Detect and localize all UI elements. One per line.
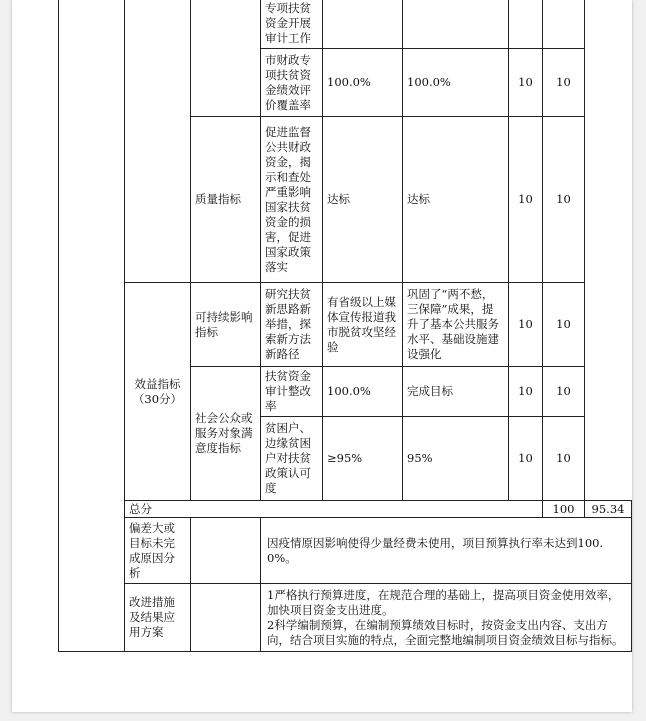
document-page — [12, 0, 632, 712]
blank-cell — [191, 0, 261, 117]
target-cell: 达标 — [323, 117, 403, 283]
secondary-indicator-cell: 可持续影响指标 — [191, 283, 261, 367]
actual-cell: 巩固了“两不愁，三保障”成果，提升了基本公共服务水平、基础设施建设强化 — [403, 283, 509, 367]
secondary-indicator-cell: 质量指标 — [191, 117, 261, 283]
weight-cell: 10 — [509, 283, 543, 367]
secondary-indicator-cell: 社会公众或服务对象满意度指标 — [191, 367, 261, 501]
score-cell: 10 — [543, 417, 585, 501]
blank-cell — [191, 584, 261, 652]
total-label: 总分 — [125, 501, 543, 518]
first-level-cell — [59, 0, 125, 652]
actual-cell: 95% — [403, 417, 509, 501]
deviation-label: 偏差大或目标未完成原因分析 — [125, 518, 191, 584]
indicator-cell: 促进监督公共财政资金，揭示和查处严重影响国家扶贫资金的损害，促进国家政策落实 — [261, 117, 323, 283]
table-row — [59, 283, 632, 367]
benefit-indicator-cell — [125, 283, 191, 501]
table-row — [59, 0, 632, 49]
target-cell — [323, 0, 403, 49]
improvement-label: 改进措施及结果应用方案 — [125, 584, 191, 652]
weight-cell — [509, 0, 543, 49]
indicator-cell: 扶贫资金审计整改率 — [261, 367, 323, 417]
actual-cell: 完成目标 — [403, 367, 509, 417]
blank-cell — [191, 518, 261, 584]
weight-cell: 10 — [509, 417, 543, 501]
actual-cell: 100.0% — [403, 49, 509, 117]
total-row — [59, 501, 632, 518]
weight-cell: 10 — [509, 49, 543, 117]
weight-cell: 10 — [509, 117, 543, 283]
improvement-text — [261, 584, 632, 652]
total-score: 95.34 — [585, 501, 632, 518]
benefit-points: （30分） — [132, 391, 183, 406]
actual-cell: 达标 — [403, 117, 509, 283]
total-weight: 100 — [543, 501, 585, 518]
score-cell: 10 — [543, 367, 585, 417]
score-cell — [543, 0, 585, 49]
performance-table — [58, 0, 632, 652]
score-cell: 10 — [543, 49, 585, 117]
benefit-label: 效益指标 — [134, 376, 181, 391]
improvement-row — [59, 584, 632, 652]
weight-cell: 10 — [509, 367, 543, 417]
target-cell: 有省级以上媒体宣传报道我市脱贫攻坚经验 — [323, 283, 403, 367]
indicator-cell: 研究扶贫新思路新举措，探索新方法新路径 — [261, 283, 323, 367]
indicator-cell: 市财政专项扶贫资金绩效评价覆盖率 — [261, 49, 323, 117]
deviation-row — [59, 518, 632, 584]
indicator-cell: 专项扶贫资金开展审计工作 — [261, 0, 323, 49]
target-cell: ≥95% — [323, 417, 403, 501]
score-cell: 10 — [543, 117, 585, 283]
improvement-item-2: 2科学编制预算，在编制预算绩效目标时，按资金支出内容、支出方向，结合项目实施的特点，全面完整地编制项目资金绩效目标与指标。 — [267, 617, 624, 647]
target-cell: 100.0% — [323, 49, 403, 117]
indicator-cell: 贫困户、边缘贫困户对扶贫政策认可度 — [261, 417, 323, 501]
score-cell: 10 — [543, 283, 585, 367]
actual-cell — [403, 0, 509, 49]
blank-cell — [125, 0, 191, 283]
deviation-text: 因疫情原因影响使得少量经费未使用，项目预算执行率未达到100.0%。 — [261, 518, 632, 584]
target-cell: 100.0% — [323, 367, 403, 417]
improvement-item-1: 1严格执行预算进度，在规范合理的基础上，提高项目资金使用效率，加快项目资金支出进度。 — [267, 587, 620, 617]
